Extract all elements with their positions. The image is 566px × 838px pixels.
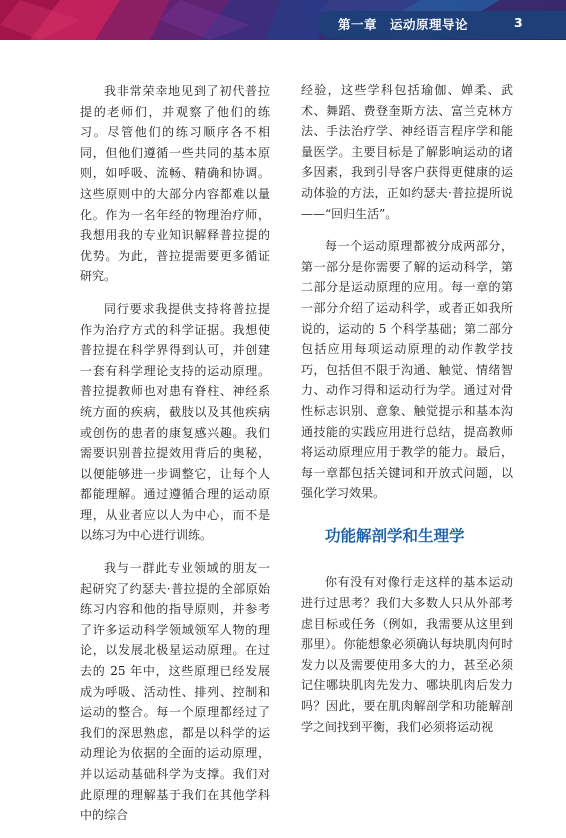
body-paragraph: 我非常荣幸地见到了初代普拉提的老师们，并观察了他们的练习。尽管他们的练习顺序各不相同，但他们遵循一些共同的基本原则，如呼吸、流畅、精确和协调。这些原则中的大部分内容都难以量化。作为一名年经的物理治疗师，我想用我的专业知识解释普拉提的优势。为此，普拉提需要更多循证研究。: [80, 84, 270, 284]
body-paragraph: 同行要求我提供支持将普拉提作为治疗方式的科学证据。我想使普拉提在科学界得到认可，并创建一套有科学理论支持的运动原理。普拉提教师也对患有脊柱、神经系统方面的疾病，截肢以及其他疾病或创伤的患者的康复感兴趣。我们需要识别普拉提效用背后的奥秘，以便能够进一步调整它，让每个人都能理解。通过遵循合理的运动原理，从业者应以人为中心，而不是以练习为中心进行训练。: [80, 301, 270, 543]
chapter-title: 第一章 运动原理导论: [338, 17, 469, 32]
left-text-column: [80, 81, 270, 838]
page-header-banner: [0, 0, 566, 40]
right-text-column: [301, 80, 513, 749]
section-heading: 功能解剖学和生理学: [325, 526, 465, 545]
body-paragraph: 每一个运动原理都被分成两部分，第一部分是你需要了解的运动科学，第二部分是运动原理的应用。每一章的第一部分介绍了运动科学，或者正如我所说的，运动的 5 个科学基础；第二部分包括应用每项运动原理的动作教学技巧，包括但不限于沟通、触觉、情绪智力、动作习得和运动行为学。通过对骨性标志识别、意象、触觉提示和基本沟通技能的实践应用进行总结，提高教师将运动原理应用于教学的能力。最后，每一章都包括关键词和开放式问题，以强化学习效果。: [301, 239, 513, 501]
body-paragraph: 我与一群此专业领域的朋友一起研究了约瑟夫·普拉提的全部原始练习内容和他的指导原则，并参考了许多运动科学领域领军人物的理论，以发展北极星运动原理。在过去的 25 年中，这些原理已经发展成为呼吸、活动性、排列、控制和运动的整合。每一个原理都经过了我们的深思熟虑，都是以科学的运动理论为依据的全面的运动原理，并以运动基础科学为支撑。我们对此原理的理解基于我们在其他学科中的综合: [80, 561, 270, 823]
page-number: 3: [514, 15, 523, 30]
body-paragraph: 你有没有对像行走这样的基本运动进行过思考？我们大多数人只从外部考虑目标或任务（例如，我需要从这里到那里）。你能想象必须确认每块肌肉何时发力以及需要使用多大的力，甚至必须记住哪块肌肉先发力、哪块肌肉后发力吗？因此，要在肌肉解剖学和功能解剖学之间找到平衡，我们必须将运动视: [301, 575, 513, 734]
body-paragraph: 经验，这些学科包括瑜伽、婵柔、武术、舞蹈、费登奎斯方法、富兰克林方法、手法治疗学、神经语言程序学和能量医学。主要目标是了解影响运动的诸多因素，我到引导客户获得更健康的运动体验的方法，正如约瑟夫·普拉提所说——“回归生活”。: [301, 83, 513, 221]
